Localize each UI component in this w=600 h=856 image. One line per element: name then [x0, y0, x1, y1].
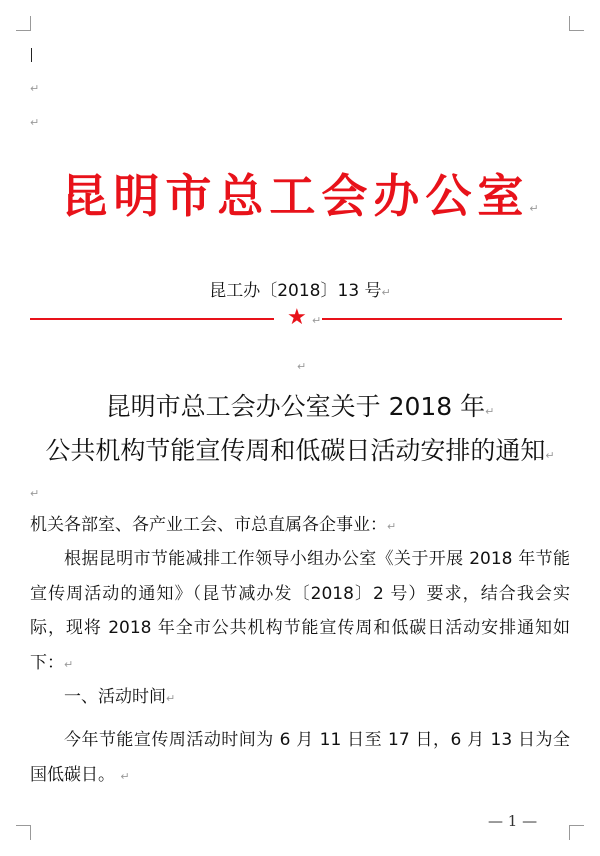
salutation-text: 机关各部室、各产业工会、市总直属各企事业： — [30, 515, 387, 535]
crop-mark-bottom-right — [569, 825, 584, 840]
paragraph-mark: ↵ — [485, 405, 495, 418]
paragraph-mark: ↵ — [30, 116, 40, 129]
red-divider-left — [30, 318, 274, 320]
body-paragraph-1[interactable] — [30, 542, 570, 682]
salutation[interactable] — [30, 508, 570, 544]
paragraph-mark: ↵ — [529, 202, 539, 215]
paragraph-mark: ↵ — [120, 769, 130, 783]
crop-mark-top-left — [16, 16, 31, 31]
paragraph-mark: ↵ — [381, 286, 391, 299]
title-line-2-text: 公共机构节能宣传周和低碳日活动安排的通知 — [45, 436, 546, 465]
crop-mark-bottom-left — [16, 825, 31, 840]
document-title-line-2[interactable] — [0, 434, 600, 473]
paragraph-mark: ↵ — [64, 657, 74, 671]
paragraph-mark: ↵ — [297, 360, 307, 373]
section-heading-1-text: 一、活动时间 — [64, 687, 166, 707]
red-star-icon: ★ — [287, 305, 307, 330]
paragraph-mark: ↵ — [312, 314, 322, 327]
body-paragraph-2[interactable] — [30, 723, 570, 794]
red-divider-right — [322, 318, 562, 320]
document-header-title[interactable] — [0, 166, 600, 239]
paragraph-mark: ↵ — [30, 487, 40, 500]
paragraph-mark: ↵ — [387, 520, 397, 533]
paragraph-mark: ↵ — [545, 449, 555, 462]
paragraph-2-text: 今年节能宣传周活动时间为 6 月 11 日至 17 日，6 月 13 日为全国低碳日。 — [30, 730, 570, 785]
page-number: — 1 — — [488, 812, 538, 830]
paragraph-1-text: 根据昆明市节能减排工作领导小组办公室《关于开展 2018 年节能宣传周活动的通知》（昆节减办发〔2018〕2 号）要求，结合我会实际，现将 2018 年全市公共机构节能宣传周和低碳日活动安排通知如下： — [30, 549, 570, 673]
document-title-line-1[interactable] — [0, 390, 600, 429]
section-heading-1[interactable] — [30, 680, 570, 716]
title-line-1-text: 昆明市总工会办公室关于 2018 年 — [105, 392, 486, 421]
paragraph-mark: ↵ — [30, 82, 40, 95]
paragraph-mark: ↵ — [166, 692, 176, 705]
document-number[interactable] — [0, 276, 600, 301]
crop-mark-top-right — [569, 16, 584, 31]
document-number-text: 昆工办〔2018〕13 号 — [209, 281, 382, 301]
text-cursor[interactable] — [31, 48, 32, 62]
header-title-text: 昆明市总工会办公室 — [61, 169, 530, 223]
